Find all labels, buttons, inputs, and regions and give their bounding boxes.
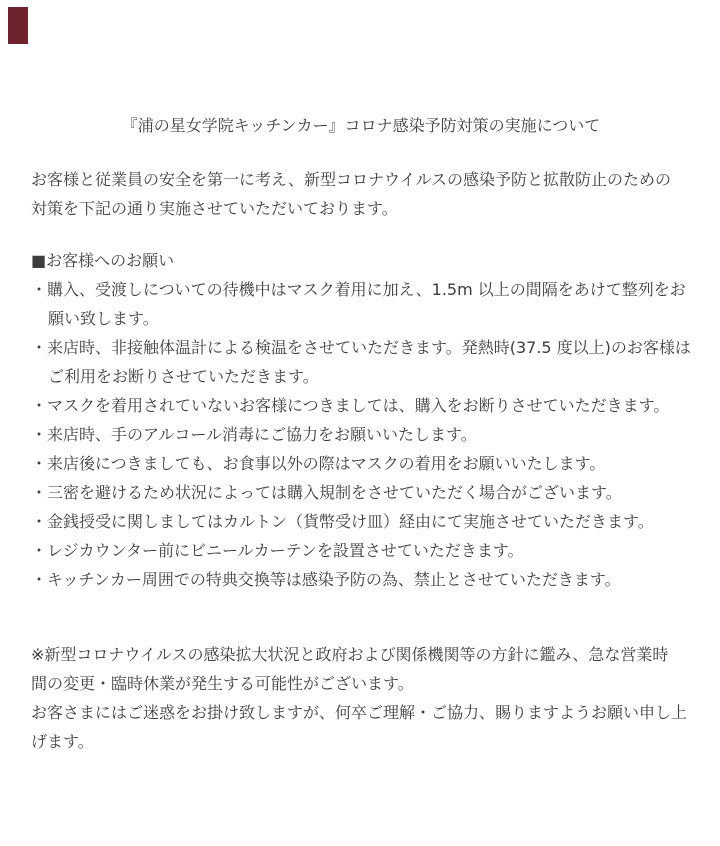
notice-line: ・来店後につきましても、お食事以外の際はマスクの着用をお願いいたします。 [31, 454, 606, 473]
document-title: 『浦の星女学院キッチンカー』コロナ感染予防対策の実施について [121, 116, 601, 135]
notice-line: ・来店時、手のアルコール消毒にご協力をお願いいたします。 [31, 425, 477, 444]
notice-line: ・レジカウンター前にビニールカーテンを設置させていただきます。 [31, 541, 524, 560]
notice-line: ・購入、受渡しについての待機中はマスク着用に加え、1.5m 以上の間隔をあけて整列をお [31, 280, 686, 299]
notice-line: ・三密を避けるため状況によっては購入規制をさせていただく場合がございます。 [31, 483, 622, 502]
notice-line: ・金銭授受に関しましてはカルトン（貨幣受け皿）経由にて実施させていただきます。 [31, 512, 654, 531]
notice-line: ・来店時、非接触体温計による検温をさせていただきます。発熱時(37.5 度以上)のお客様は [31, 338, 691, 357]
notice-document [31, 111, 691, 756]
red-corner-mark [8, 7, 28, 44]
notice-line: ・マスクを着用されていないお客様につきましては、購入をお断りさせていただきます。 [31, 396, 670, 415]
notice-list [31, 275, 691, 594]
section-header-customer-requests: ■お客様へのお願い [31, 251, 175, 270]
closing-note-paragraph [31, 640, 691, 756]
note-line: げます。 [31, 732, 94, 751]
notice-line-continuation: 願い致します。 [48, 309, 159, 328]
notice-line: ・キッチンカー周囲での特典交換等は感染予防の為、禁止とさせていただきます。 [31, 570, 621, 589]
note-line: お客さまにはご迷惑をお掛け致しますが、何卒ご理解・ご協力、賜りますようお願い申し上 [31, 703, 688, 722]
note-line: ※新型コロナウイルスの感染拡大状況と政府および関係機関等の方針に鑑み、急な営業時 [31, 645, 669, 664]
notice-line-continuation: ご利用をお断りさせていただきます。 [48, 367, 319, 386]
intro-line: 対策を下記の通り実施させていただいております。 [31, 199, 398, 218]
intro-paragraph [31, 165, 691, 223]
intro-line: お客様と従業員の安全を第一に考え、新型コロナウイルスの感染予防と拡散防止のための [31, 170, 672, 189]
note-line: 間の変更・臨時休業が発生する可能性がございます。 [31, 674, 414, 693]
